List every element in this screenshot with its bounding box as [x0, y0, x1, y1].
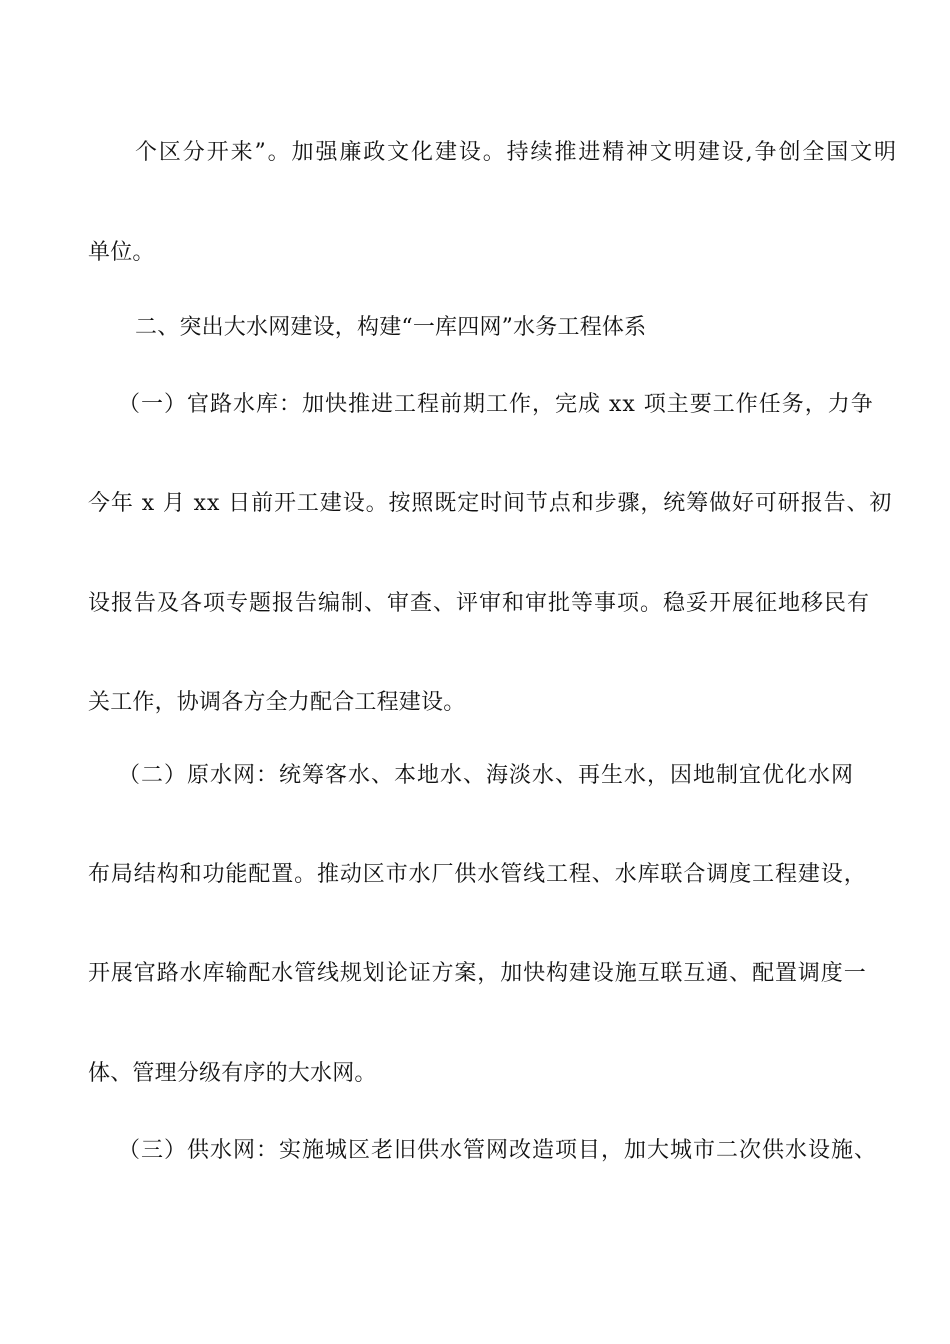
paragraph-line: 设报告及各项专题报告编制、审查、评审和审批等事项。稳妥开展征地移民有 — [88, 591, 871, 616]
paragraph-line: 体、管理分级有序的大水网。 — [88, 1061, 377, 1086]
paragraph-line: 关工作，协调各方全力配合工程建设。 — [88, 690, 466, 715]
paragraph-line: （三）供水网：实施城区老旧供水管网改造项目，加大城市二次供水设施、 — [118, 1138, 878, 1163]
paragraph-line: 开展官路水库输配水管线规划论证方案，加快构建设施互联互通、配置调度一 — [88, 961, 867, 986]
paragraph-line: （二）原水网：统筹客水、本地水、海淡水、再生水，因地制宜优化水网 — [118, 763, 855, 788]
paragraph-line: （一）官路水库：加快推进工程前期工作，完成 xx 项主要工作任务，力争 — [118, 392, 874, 417]
section-heading: 二、突出大水网建设，构建“一库四网”水务工程体系 — [135, 315, 647, 340]
paragraph-line: 单位。 — [88, 240, 155, 265]
paragraph-line: 今年 x 月 xx 日前开工建设。按照既定时间节点和步骤，统筹做好可研报告、初 — [88, 491, 893, 516]
paragraph-line: 个区分开来”。加强廉政文化建设。持续推进精神文明建设,争创全国文明 — [135, 140, 898, 165]
paragraph-line: 布局结构和功能配置。推动区市水厂供水管线工程、水库联合调度工程建设， — [88, 862, 867, 887]
